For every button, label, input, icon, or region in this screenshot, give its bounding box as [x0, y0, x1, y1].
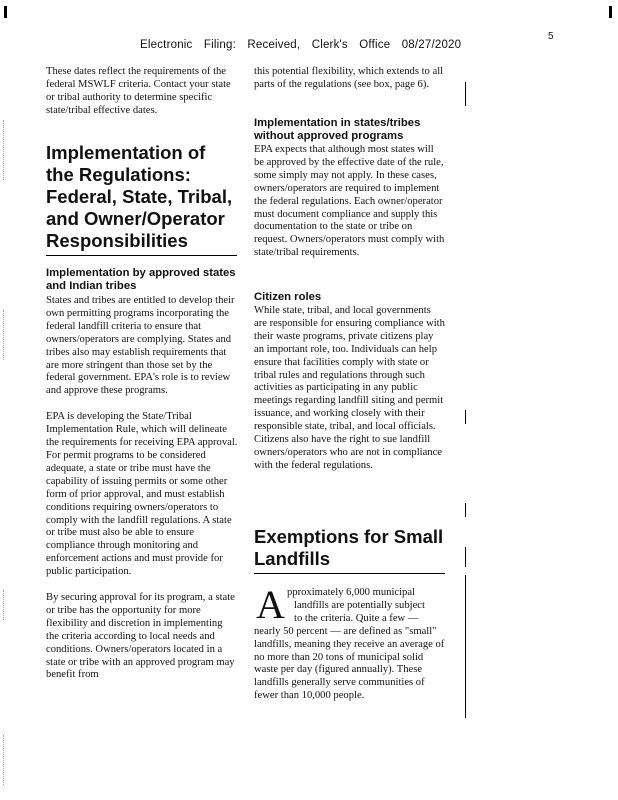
paragraph-approved-1: States and tribes are entitled to develop their own permitting programs incorporating the federal landfill criteria to ensure that owners/operators are complying. States and tribes also may establish requirements that are more stringent than those set by the federal government. EPA's role is to review and approve these programs.: [46, 295, 235, 397]
scan-speckle: [3, 590, 5, 620]
exemptions-line-2: landfills are potentially subject: [294, 599, 425, 611]
paragraph-unapproved: EPA expects that although most states will be approved by the effective date of the rule, some simply may not apply. In these cases, owners/operators are required to implement the federal regulations. Each owner/operator must document compliance and supply this documentation to the state or tribe on request. Owners/operators must comply with state/tribal requirements.: [254, 144, 445, 259]
change-bar: [465, 547, 466, 567]
scan-corner-mark-left: [4, 6, 7, 18]
exemptions-title-block: [254, 526, 446, 570]
continuation-text: this potential flexibility, which extends to all parts of the regulations (see box, page 6).: [254, 66, 444, 90]
subsection-title-approved: Implementation by approved states and Indian tribes: [46, 267, 236, 292]
change-bar: [465, 503, 466, 517]
filing-stamp: Electronic Filing: Received, Clerk's Office 08/27/2020: [140, 39, 462, 51]
paragraph-approved-2: EPA is developing the State/Tribal Implementation Rule, which will delineate the requirements for receiving EPA approval. For permit programs to be considered adequate, a state or tribe must have the capability of issuing permits or some other form of prior approval, and must establish conditions requiring owners/operators to comply with the landfill regulations. A state or tribe must also be able to ensure compliance through monitoring and enforcement actions and must provide for public participation.: [46, 411, 238, 578]
exemptions-line-3: to the criteria. Quite a few —: [294, 612, 419, 624]
left-column: [46, 66, 238, 118]
section-title: Implementation of the Regulations: Federal, State, Tribal, and Owner/Operator Responsibilities: [46, 142, 233, 251]
paragraph-citizen: While state, tribal, and local governments are responsible for ensuring compliance with their waste programs, private citizens play an important role, too. Individuals can help ensure that facilities comply with state or tribal rules and regulations through such activities as participating in any public meetings regarding landfill siting and permit issuance, and working closely with their responsible state, tribal, and local officials. Citizens also have the right to sue landfill owners/operators who are not in compliance with the federal regulations.: [254, 305, 445, 471]
intro-text: These dates reflect the requirements of the federal MSWLF criteria. Contact your state or tribal authority to determine specific state/tribal effective dates.: [46, 66, 231, 116]
exemptions-block: [254, 582, 446, 717]
right-column-top: [254, 66, 446, 92]
citizen-roles-block: [254, 291, 446, 473]
section-title-block: [46, 142, 238, 252]
scan-speckle: [3, 735, 5, 785]
page-number: 5: [548, 31, 554, 42]
exemptions-line-1: pproximately 6,000 municipal: [287, 587, 415, 598]
scan-corner-mark-right: [609, 6, 612, 18]
change-bar: [465, 575, 466, 718]
unapproved-programs-block: [254, 117, 446, 260]
change-bar: [465, 410, 466, 424]
scan-speckle: [3, 120, 5, 180]
subsection-title-citizen: Citizen roles: [254, 291, 322, 303]
paragraph-approved-3: By securing approval for its program, a state or tribe has the opportunity for more flexibility and discretion in implementing the criteria according to local needs and conditions. Owners/operators located in a state or tribe with an approved program may benefit from: [46, 592, 235, 681]
change-bar: [465, 82, 466, 106]
section-title-rule: [46, 255, 237, 256]
exemptions-title: Exemptions for Small Landfills: [254, 526, 444, 569]
exemptions-title-rule: [254, 573, 445, 574]
exemptions-rest: nearly 50 percent — are defined as "small" landfills, meaning they receive an average of no more than 20 tons of municipal solid waste per day (figured annually). These landfills generally serve communities of fewer than 10,000 people.: [254, 625, 445, 702]
subsection-title-unapproved: Implementation in states/tribes without approved programs: [254, 117, 421, 142]
approved-programs-block: [46, 267, 238, 682]
dropcap-letter: A: [256, 582, 285, 627]
scan-speckle: [3, 310, 5, 360]
